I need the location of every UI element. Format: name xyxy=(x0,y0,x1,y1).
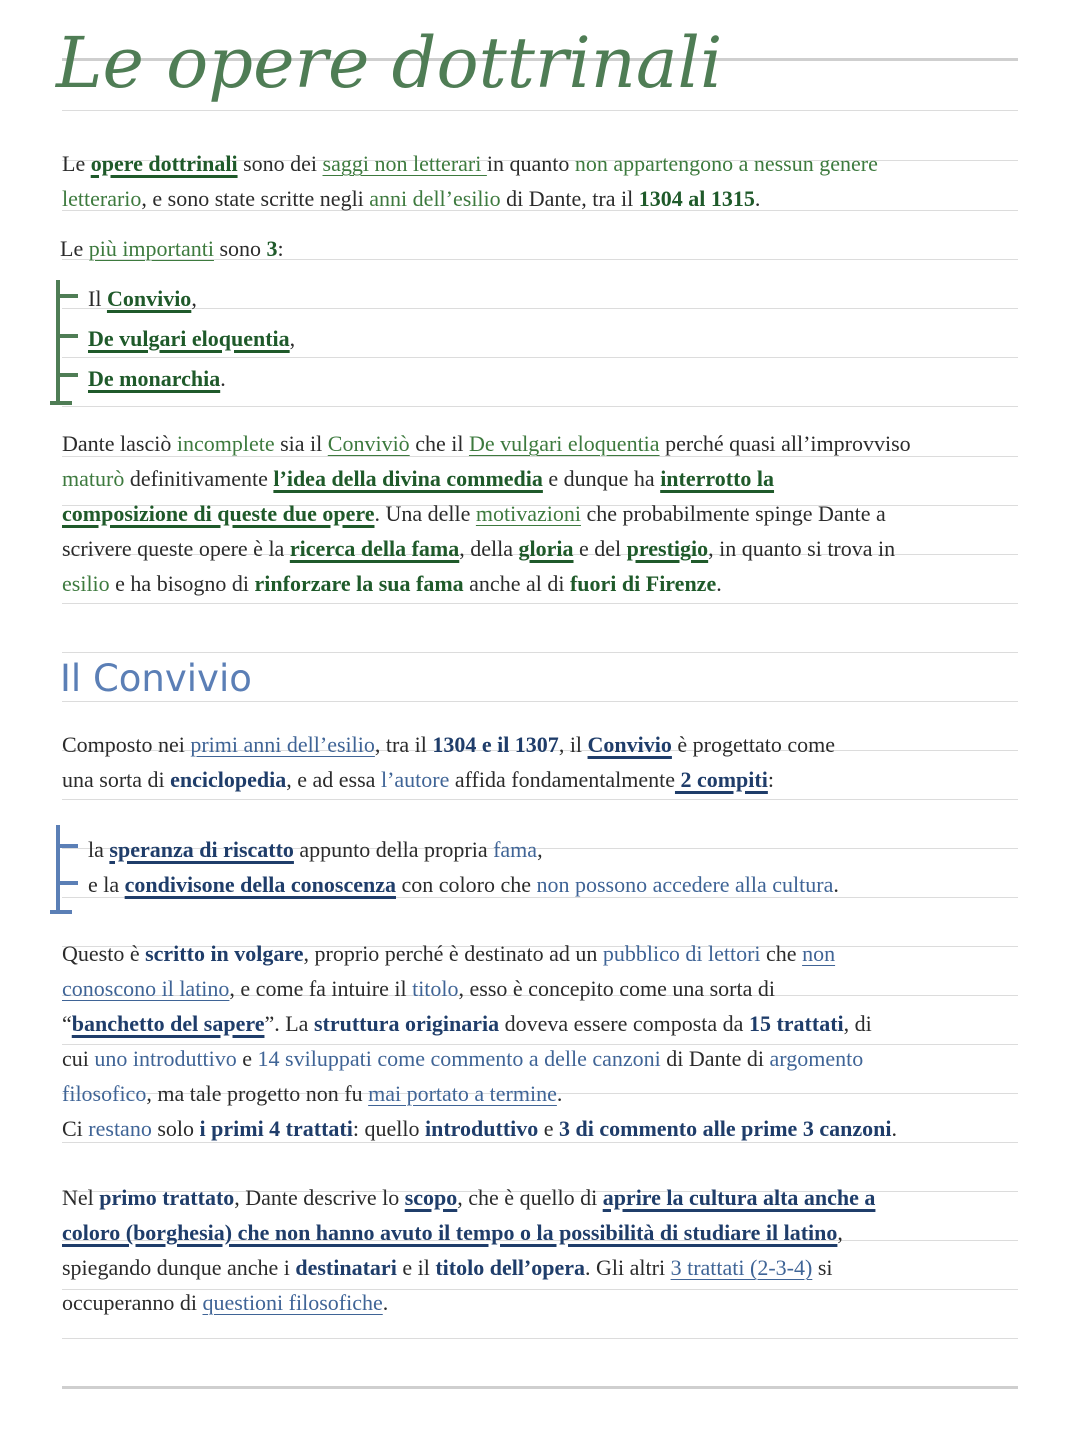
highlight-text: incomplete xyxy=(176,431,275,456)
highlight-text: fuori di Firenze xyxy=(569,571,717,596)
convivio-paragraph-2 xyxy=(62,936,1022,1146)
text: Dante lasciò xyxy=(62,431,177,456)
text: ”. La xyxy=(264,1011,314,1036)
text-line xyxy=(62,1006,1022,1041)
highlight-text: condivisone della conoscenza xyxy=(124,872,396,897)
highlight-text: 3 xyxy=(266,236,278,261)
ruled-line xyxy=(62,652,1018,653)
important-line xyxy=(60,231,1020,266)
text-line xyxy=(62,936,1022,971)
highlight-text: titolo dell’opera xyxy=(435,1255,586,1280)
highlight-text: non appartengono a nessun genere xyxy=(574,151,878,176)
highlight-text: letterario xyxy=(62,186,142,211)
highlight-text: maturò xyxy=(62,466,125,491)
highlight-text: ricerca della fama xyxy=(289,536,460,561)
highlight-text: De monarchia xyxy=(88,366,221,391)
highlight-text: enciclopedia xyxy=(170,767,287,792)
highlight-text: motivazioni xyxy=(475,501,581,526)
text: , xyxy=(191,286,197,311)
text: e xyxy=(236,1046,258,1071)
text: doveva essere composta da xyxy=(499,1011,749,1036)
highlight-text: 3 di commento alle prime 3 canzoni xyxy=(559,1116,892,1141)
text: e xyxy=(538,1116,560,1141)
page-title: Le opere dottrinali xyxy=(56,22,723,104)
tasks-list xyxy=(88,832,1048,902)
text: anche al di xyxy=(463,571,570,596)
text-line xyxy=(62,1076,1022,1111)
text: . xyxy=(754,186,761,211)
list-bracket-icon xyxy=(56,825,82,914)
ruled-line xyxy=(62,1338,1018,1339)
text: : xyxy=(767,767,774,792)
text: e il xyxy=(396,1255,436,1280)
text: è progettato come xyxy=(671,732,836,757)
text: si xyxy=(812,1255,833,1280)
text-line xyxy=(62,762,1022,797)
section-heading: Il Convivio xyxy=(60,657,252,700)
text: una sorta di xyxy=(62,767,171,792)
text: , e sono state scritte negli xyxy=(141,186,370,211)
highlight-text: 1304 e il 1307 xyxy=(432,732,559,757)
highlight-text: introduttivo xyxy=(424,1116,539,1141)
highlight-text: saggi non letterari xyxy=(322,151,487,176)
text: e dunque ha xyxy=(542,466,661,491)
text: spiegando dunque anche i xyxy=(62,1255,296,1280)
list-item xyxy=(88,832,1048,867)
text: , che è quello di xyxy=(457,1185,603,1210)
text: Composto nei xyxy=(62,732,191,757)
text: scrivere queste opere è la xyxy=(62,536,290,561)
highlight-text: l’autore xyxy=(380,767,450,792)
text: . xyxy=(891,1116,897,1141)
text: . xyxy=(833,872,839,897)
text: in quanto xyxy=(486,151,575,176)
text-line xyxy=(62,461,1022,496)
text: . xyxy=(220,366,226,391)
highlight-text: struttura originaria xyxy=(313,1011,500,1036)
text: occuperanno di xyxy=(62,1290,203,1315)
text: , esso è concepito come una sorta di xyxy=(458,976,775,1001)
text: . xyxy=(382,1290,389,1315)
text: . xyxy=(716,571,722,596)
text: che probabilmente spinge Dante a xyxy=(580,501,886,526)
highlight-text: 2 compiti xyxy=(674,767,768,792)
text-line xyxy=(62,1180,1022,1215)
highlight-text: coloro (borghesia) che non hanno avuto il tempo o la possibilità di studiare il latino xyxy=(62,1220,838,1245)
highlight-text: gloria xyxy=(518,536,574,561)
text: , xyxy=(289,326,296,351)
highlight-text: esilio xyxy=(62,571,110,596)
text: che il xyxy=(409,431,469,456)
text: , e ad essa xyxy=(286,767,381,792)
text: e ha bisogno di xyxy=(109,571,255,596)
ruled-line xyxy=(62,701,1018,702)
ruled-line xyxy=(62,799,1018,800)
highlight-text: titolo xyxy=(412,976,459,1001)
text: , e come fa intuire il xyxy=(229,976,413,1001)
highlight-text: prestigio xyxy=(626,536,709,561)
highlight-text: 3 trattati (2-3-4) xyxy=(670,1255,813,1280)
highlight-text: mai portato a termine xyxy=(368,1081,557,1106)
highlight-text: scritto in volgare xyxy=(145,941,304,966)
text: , xyxy=(837,1220,843,1245)
text: solo xyxy=(151,1116,200,1141)
text-line xyxy=(60,231,1020,266)
text: con coloro che xyxy=(396,872,537,897)
text-line xyxy=(62,1215,1022,1250)
text-line xyxy=(62,531,1022,566)
ruled-line xyxy=(62,110,1018,111)
highlight-text: primi anni dell’esilio xyxy=(190,732,375,757)
text: perché quasi all’improvviso xyxy=(659,431,911,456)
list-item xyxy=(88,319,1048,359)
text: Nel xyxy=(62,1185,100,1210)
text: , Dante descrive lo xyxy=(234,1185,405,1210)
text: , in quanto si trova in xyxy=(708,536,896,561)
highlight-text: banchetto del sapere xyxy=(71,1011,265,1036)
intro-paragraph xyxy=(62,146,1022,216)
text: . Gli altri xyxy=(585,1255,671,1280)
highlight-text: più importanti xyxy=(88,236,214,261)
text: , proprio perché è destinato ad un xyxy=(303,941,603,966)
convivio-paragraph-1 xyxy=(62,727,1022,797)
highlight-text: composizione di queste due opere xyxy=(62,501,375,526)
ruled-line xyxy=(62,406,1018,407)
text: e del xyxy=(573,536,627,561)
text: Questo è xyxy=(62,941,146,966)
text-line xyxy=(62,1285,1022,1320)
highlight-text: 15 trattati xyxy=(748,1011,844,1036)
list-bracket-icon xyxy=(56,280,82,405)
text: , di xyxy=(843,1011,872,1036)
highlight-text: filosofico xyxy=(62,1081,147,1106)
highlight-text: restano xyxy=(88,1116,152,1141)
text: sono xyxy=(213,236,267,261)
convivio-paragraph-3 xyxy=(62,1180,1022,1320)
text-line xyxy=(62,146,1022,181)
highlight-text: uno introduttivo xyxy=(94,1046,237,1071)
text: Le xyxy=(60,236,89,261)
text: . xyxy=(556,1081,563,1106)
text: cui xyxy=(62,1046,95,1071)
text-line xyxy=(62,566,1022,601)
highlight-text: Conviviò xyxy=(327,431,410,456)
text-line xyxy=(62,727,1022,762)
highlight-text: De vulgari eloquentia xyxy=(88,326,290,351)
highlight-text: 1304 al 1315 xyxy=(638,186,755,211)
list-item xyxy=(88,279,1048,319)
highlight-text: Convivio xyxy=(106,286,192,311)
text: che xyxy=(760,941,803,966)
highlight-text: conoscono il latino xyxy=(62,976,230,1001)
highlight-text: pubblico di lettori xyxy=(602,941,761,966)
text: , ma tale progetto non fu xyxy=(146,1081,369,1106)
highlight-text: destinatari xyxy=(295,1255,397,1280)
text-line xyxy=(62,1111,1022,1146)
text: definitivamente xyxy=(124,466,274,491)
text: : xyxy=(277,236,284,261)
text-line xyxy=(62,426,1022,461)
highlight-text: interrotto la xyxy=(660,466,775,491)
highlight-text: i primi 4 trattati xyxy=(199,1116,353,1141)
ruled-line xyxy=(62,1386,1018,1389)
text: Ci xyxy=(62,1116,89,1141)
highlight-text: De vulgari eloquentia xyxy=(468,431,660,456)
highlight-text: Convivio xyxy=(587,732,672,757)
highlight-text: opere dottrinali xyxy=(90,151,238,176)
text: , tra il xyxy=(374,732,433,757)
list-item xyxy=(88,359,1048,399)
text: la xyxy=(88,837,110,862)
highlight-text: fama xyxy=(493,837,538,862)
highlight-text: non xyxy=(802,941,836,966)
text: “ xyxy=(62,1011,72,1036)
text-line xyxy=(62,971,1022,1006)
text: sono dei xyxy=(237,151,323,176)
text: Le xyxy=(62,151,91,176)
highlight-text: rinforzare la sua fama xyxy=(254,571,464,596)
text: appunto della propria xyxy=(293,837,494,862)
text: affida fondamentalmente xyxy=(449,767,675,792)
highlight-text: scopo xyxy=(404,1185,458,1210)
text-line xyxy=(62,1041,1022,1076)
dante-paragraph xyxy=(62,426,1022,601)
text-line xyxy=(62,181,1022,216)
list-item xyxy=(88,867,1048,902)
text: di Dante, tra il xyxy=(500,186,639,211)
text-line xyxy=(62,1250,1022,1285)
text: sia il xyxy=(274,431,328,456)
highlight-text: non possono accedere alla cultura xyxy=(536,872,834,897)
text: , della xyxy=(459,536,519,561)
text: di Dante di xyxy=(660,1046,770,1071)
text: Il xyxy=(88,286,107,311)
text: . Una delle xyxy=(374,501,476,526)
highlight-text: argomento xyxy=(769,1046,864,1071)
ruled-line xyxy=(62,603,1018,604)
highlight-text: primo trattato xyxy=(99,1185,235,1210)
highlight-text: 14 sviluppati come commento a delle canzoni xyxy=(257,1046,661,1071)
text: , xyxy=(537,837,543,862)
works-list xyxy=(88,279,1048,399)
highlight-text: aprire la cultura alta anche a xyxy=(602,1185,876,1210)
text: : quello xyxy=(352,1116,425,1141)
highlight-text: l’idea della divina commedia xyxy=(273,466,543,491)
highlight-text: questioni filosofiche xyxy=(202,1290,383,1315)
highlight-text: anni dell’esilio xyxy=(369,186,501,211)
text-line xyxy=(62,496,1022,531)
highlight-text: speranza di riscatto xyxy=(109,837,294,862)
text: e la xyxy=(88,872,125,897)
text: , il xyxy=(558,732,588,757)
